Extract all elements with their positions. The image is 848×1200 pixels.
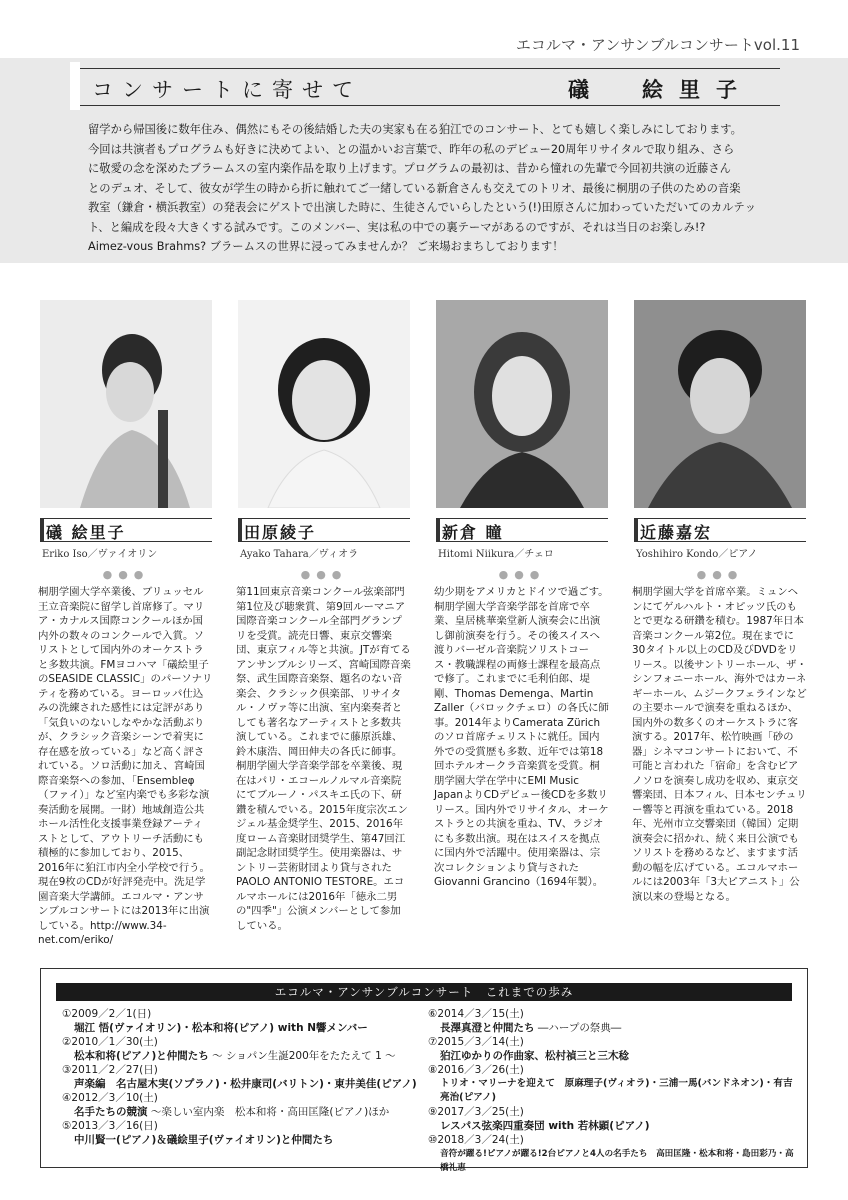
dots-divider: ●●● <box>498 568 546 581</box>
artist-name: 田原綾子 <box>244 523 317 542</box>
intro-author: 礒 絵里子 <box>568 78 753 102</box>
artist-namebar <box>238 518 410 542</box>
history-date: ②2010／1／30(土) <box>62 1036 158 1048</box>
artist-bio: 桐朋学園大学を首席卒業。ミュンヘンにてゲルハルト・オピッツ氏のもとで更なる研鑽を積む。1987年日本音楽コンクール第2位。現在までに30タイトル以上のCD及びDVDをリリース。以後サントリーホール、ザ・シンフォニーホール、海外ではカーネギーホール、ムジークフェラインなどの主要ホールで演奏を重ねるほか、国内外の数多くのオーケストラに客演する。2017年、松竹映画「砂の器」シネマコンサートにおいて、不可能と言われた「宿命」を含むピアノソロを演奏し成功を収め、東京交響楽団、日本フィル、日本センチュリー響等と再演を重ねている。2018年、光州市立交響楽団（韓国）定期演奏会に招かれ、続く来日公演でもソリストを務めるなど、ますます活動の幅を広げている。エコルマホールには2003年「3大ピアニスト」公演以来の登場となる。 <box>632 586 807 903</box>
history-date: ⑩2018／3／24(土) <box>428 1134 524 1146</box>
history-entry-subtitle: ―ハープの祭典― <box>534 1022 622 1034</box>
artist-bio: 第11回東京音楽コンクール弦楽部門第1位及び聴衆賞、第9回ルーマニア国際音楽コンクール全部門グランプリを受賞。読売日響、東京交響楽団、東京フィル等と共演。JTが育てるアンサンブルシリーズ、宮崎国際音楽祭、武生国際音楽祭、題名のない音楽会、クラシック倶楽部、リサイタル・ノヴァ等に出演、室内楽奏者としても著名なアーティストと多数共演している。これまでに藤原浜雄、鈴木康浩、岡田伸夫の各氏に師事。桐朋学園大学音楽学部を卒業後、現在はパリ・エコールノルマル音楽院にてブルーノ・パスキエ氏の下、研鑽を積んでいる。2015年度宗次エンジェル基金奨学生、2015、2016年度ローム音楽財団奨学生、第47回江副記念財団奨学生。使用楽器は、サントリー芸術財団より貸与されたPAOLO ANTONIO TESTORE。エコルマホールには2016年「徳永二男の"四季"」公演メンバーとして参加している。 <box>236 586 411 932</box>
history-entry: 声楽編 名古屋木実(ソプラノ)・松井康司(バリトン)・東井美佳(ピアノ) <box>74 1078 417 1090</box>
namebar-tab <box>436 518 440 542</box>
history-entry <box>424 1021 794 1035</box>
intro-line: 今回は共演者もプログラムも好きに決めてよい、との温かいお言葉で、昨年の私のデビュー20周年リサイタルで取り組み、さら <box>88 142 735 156</box>
artist-roman: Ayako Tahara／ヴィオラ <box>240 549 359 560</box>
history-date: ⑧2016／3／26(土) <box>428 1064 524 1076</box>
artist-bio: 幼少期をアメリカとドイツで過ごす。桐朋学園大学音楽学部を首席で卒業、皇居桃華楽堂新人演奏会に出演し御前演奏を行う。その後スイスへ渡りバーゼル音楽院ソリストコース・教職課程の両修士課程を最高点で修了。これまでに毛利伯郎、堤剛、Thomas Demenga、Martin Zaller（バロックチェロ）の各氏に師事。2014年よりCamerata Zürichのソロ首席チェリストに就任。国内外での受賞歴も多数、近年では第18回ホテルオークラ音楽賞を受賞。桐朋学園大学在学中にEMI Music JapanよりCDデビュー後CDを多数リリース。国内外でリサイタル、オーケストラとの共演を重ね、TV、ラジオにも多数出演。現在はスイスを拠点に国内外で活躍中。使用楽器は、宗次コレクションより貸与されたGiovanni Grancino（1694年製）。 <box>434 586 609 888</box>
history-entry <box>58 1049 428 1063</box>
intro-line: とのデュオ、そして、彼女が学生の時から折に触れてご一緒している新倉さんも交えてのトリオ、最後に桐朋の子供のための音楽 <box>88 181 741 195</box>
history-entry: 音符が躍る!ピアノが躍る!2台ピアノと4人の名手たち 高田匡隆・松本和将・島田彩乃・高橋礼恵 <box>440 1149 794 1173</box>
artist-roman: Yoshihiro Kondo／ピアノ <box>636 549 758 560</box>
artist-photo-niikura <box>436 300 608 508</box>
history-date: ⑨2017／3／25(土) <box>428 1106 524 1118</box>
history-entry: 狛江ゆかりの作曲家、松村禎三と三木稔 <box>440 1050 629 1062</box>
artist-photo-kondo <box>634 300 806 508</box>
history-entry: レスパス弦楽四重奏団 with 若林顕(ピアノ) <box>440 1120 650 1132</box>
artist-name: 礒 絵里子 <box>46 523 126 542</box>
history-entry-subtitle: ～ ショパン生誕200年をたたえて 1 ～ <box>208 1050 396 1062</box>
namebar-tab <box>238 518 242 542</box>
history-date: ⑥2014／3／15(土) <box>428 1008 524 1020</box>
history-title: エコルマ・アンサンブルコンサート これまでの歩み <box>56 983 792 1001</box>
intro-heading-gap <box>70 62 80 110</box>
history-column-left <box>58 1007 428 1147</box>
history-entry: トリオ・マリーナを迎えて 原麻理子(ヴィオラ)・三浦一馬(バンドネオン)・有吉亮治(ピアノ) <box>440 1078 793 1103</box>
history-entry <box>58 1105 428 1119</box>
history-date: ④2012／3／10(土) <box>62 1092 158 1104</box>
dots-divider: ●●● <box>102 568 150 581</box>
artist-photo-iso <box>40 300 212 508</box>
artist-name: 近藤嘉宏 <box>640 523 713 542</box>
namebar-tab <box>634 518 638 542</box>
artist-bio: 桐朋学園大学卒業後、ブリュッセル王立音楽院に留学し首席修了。マリア・カナルス国際コンクールほか国内外の数々のコンクールで入賞。ソリストとして国内外のオーケストラと多数共演。FMヨコハマ「礒絵里子のSEASIDE CLASSIC」のパーソナリティを務めている。ヨーロッパ仕込みの洗練された感性には定評があり「気負いのないしなやかな活動ぶりが、クラシック音楽シーンで着実に存在感を放っている」など高く評されている。ソロ活動に加え、宮崎国際音楽祭への参加、「Ensembleφ（ファイ）」など室内楽でも多彩な演奏活動を展開。一財）地域創造公共ホール活性化支援事業登録アーティストとして、アウトリーチ活動にも積極的に参加しており、2015、2016年に狛江市内全小学校で行う。現在9枚のCDが好評発売中。洗足学園音楽大学講師。エコルマ・アンサンブルコンサートには2013年に出演している。http://www.34-net.com/eriko/ <box>38 586 213 946</box>
history-date: ③2011／2／27(日) <box>62 1064 158 1076</box>
namebar-tab <box>40 518 44 542</box>
artist-namebar <box>40 518 212 542</box>
artist-photo-tahara <box>238 300 410 508</box>
dots-divider: ●●● <box>300 568 348 581</box>
history-date: ⑦2015／3／14(土) <box>428 1036 524 1048</box>
history-entry-title: 名手たちの競演 <box>74 1106 148 1118</box>
series-title: エコルマ・アンサンブルコンサートvol.11 <box>515 36 800 54</box>
artist-namebar <box>436 518 608 542</box>
history-entry: 堀江 悟(ヴァイオリン)・松本和将(ピアノ) with N響メンバー <box>74 1022 368 1034</box>
dots-divider: ●●● <box>696 568 744 581</box>
artist-roman: Eriko Iso／ヴァイオリン <box>42 549 158 560</box>
artist-name: 新倉 瞳 <box>442 523 504 542</box>
history-entry-title: 長澤真澄と仲間たち <box>440 1022 535 1034</box>
history-entry-title: 松本和将(ピアノ)と仲間たち <box>74 1050 209 1062</box>
intro-line: 留学から帰国後に数年住み、偶然にもその後結婚した夫の実家も在る狛江でのコンサート、とても嬉しく楽しみにしております。 <box>88 123 742 136</box>
artist-namebar <box>634 518 806 542</box>
intro-line: に敬愛の念を深めたブラームスの室内楽作品を取り上げます。プログラムの最初は、昔から憧れの先輩で今回初共演の近藤さん <box>88 162 731 175</box>
intro-line: Aimez-vous Brahms? ブラームスの世界に浸ってみませんか？ ご来場おまちしております！ <box>88 240 564 253</box>
artist-roman: Hitomi Niikura／チェロ <box>438 549 554 560</box>
history-date: ①2009／2／1(日) <box>62 1008 152 1020</box>
history-date: ⑤2013／3／16(日) <box>62 1120 158 1132</box>
intro-title: コンサートに寄せて <box>92 78 362 102</box>
history-entry-subtitle: ～楽しい室内楽 松本和将・高田匡隆(ピアノ)ほか <box>147 1106 390 1118</box>
history-entry: 中川賢一(ピアノ)＆礒絵里子(ヴァイオリン)と仲間たち <box>74 1134 334 1146</box>
intro-line: 教室（鎌倉・横浜教室）の発表会にゲストで出演した時に、生徒さんでいらしたという(!)田原さんに加わっていただいてのカルテッ <box>88 201 757 214</box>
history-column-right <box>424 1007 794 1175</box>
intro-line: ト、と編成を段々大きくする試みです。このメンバー、実は私の中での裏テーマがあるのですが、それは当日のお楽しみ!? <box>88 220 706 234</box>
intro-body <box>88 120 778 257</box>
